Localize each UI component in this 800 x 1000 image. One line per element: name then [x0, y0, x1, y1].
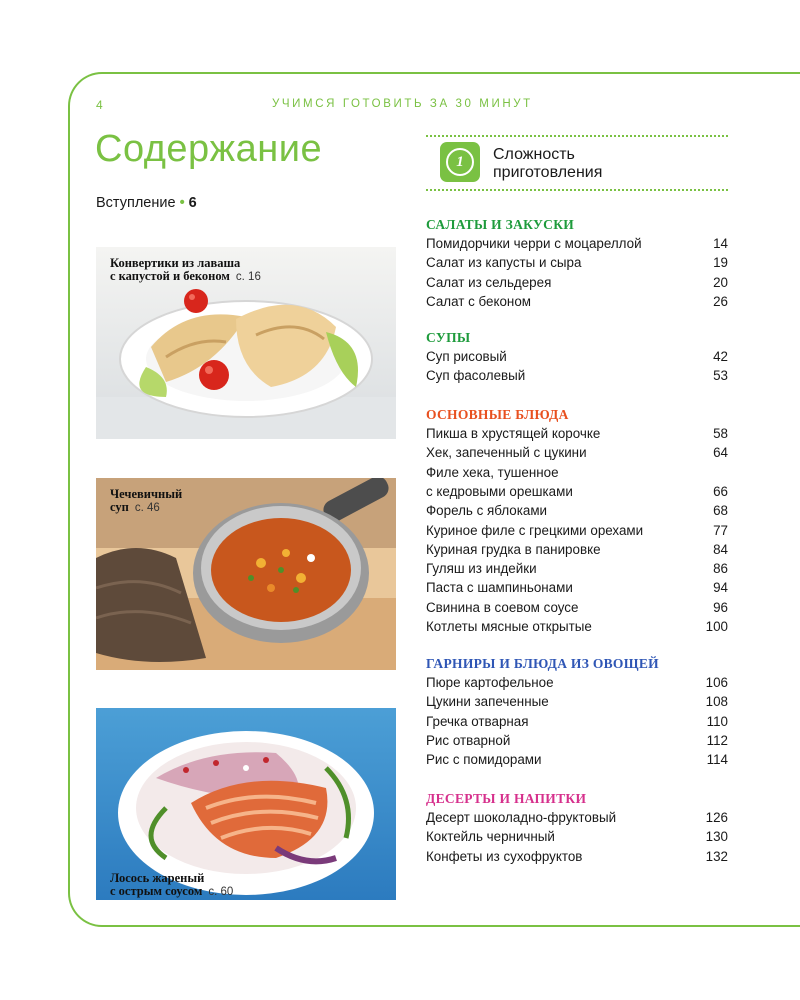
entry-title: Хек, запеченный с цукини	[426, 445, 587, 461]
toc-entry[interactable]	[426, 712, 728, 731]
entry-page: 86	[713, 561, 728, 577]
toc-entry[interactable]	[426, 443, 728, 462]
entry-title: Куриное филе с грецкими орехами	[426, 522, 644, 538]
toc-entry[interactable]	[426, 292, 728, 311]
toc-entry[interactable]	[426, 366, 728, 385]
intro-entry[interactable]	[96, 195, 197, 211]
entry-title: Форель с яблоками	[426, 503, 548, 519]
toc-entry[interactable]	[426, 847, 728, 866]
entry-page: 114	[706, 752, 728, 768]
entry-page: 53	[713, 368, 728, 384]
entry-page: 77	[713, 522, 728, 538]
entry-title: Пюре картофельное	[426, 675, 554, 690]
intro-page: 6	[188, 195, 197, 211]
page-number: 4	[96, 98, 103, 112]
entry-page: 42	[713, 349, 728, 364]
toc-entry[interactable]	[426, 578, 728, 597]
caption-page: с. 16	[235, 271, 261, 283]
entry-title: Суп фасолевый	[426, 368, 526, 384]
entry-title: Салат с беконом	[426, 293, 531, 309]
caption-page: с. 46	[134, 502, 160, 514]
photo-caption-lentil-soup: Чечевичный суп с. 46	[110, 487, 183, 514]
toc-entry[interactable]	[426, 482, 728, 501]
entry-page: 112	[706, 732, 728, 748]
section-heading: ДЕСЕРТЫ И НАПИТКИ	[426, 791, 587, 806]
entry-page: 68	[713, 503, 728, 519]
section-heading: СУПЫ	[426, 330, 471, 345]
toc-entry[interactable]	[426, 731, 728, 750]
entry-page: 106	[705, 675, 728, 690]
section-heading: ОСНОВНЫЕ БЛЮДА	[426, 407, 569, 422]
entry-title: Гуляш из индейки	[426, 561, 537, 577]
entry-page: 94	[713, 580, 728, 596]
section-heading: ГАРНИРЫ И БЛЮДА ИЗ ОВОЩЕЙ	[426, 656, 659, 671]
toc-entry[interactable]	[426, 253, 728, 272]
page-title: Содержание	[95, 128, 323, 170]
dotted-divider	[426, 189, 728, 191]
toc-entry[interactable]	[426, 463, 728, 482]
toc-entry[interactable]	[426, 673, 728, 692]
entry-title: Котлеты мясные открытые	[426, 619, 592, 634]
difficulty-label: Сложность приготовления	[493, 146, 603, 181]
toc-entry[interactable]	[426, 827, 728, 846]
dotted-divider	[426, 135, 728, 137]
entry-page: 58	[713, 426, 728, 441]
entry-page: 84	[713, 541, 728, 557]
entry-page: 130	[705, 829, 728, 845]
entry-title: Свинина в соевом соусе	[426, 599, 579, 615]
entry-title: Пикша в хрустящей корочке	[426, 426, 601, 441]
entry-title: Суп рисовый	[426, 349, 507, 364]
entry-title: Паста с шампиньонами	[426, 580, 573, 596]
entry-title: Помидорчики черри с моцареллой	[426, 236, 642, 251]
toc-entry[interactable]	[426, 559, 728, 578]
running-title: УЧИМСЯ ГОТОВИТЬ ЗА 30 МИНУТ	[272, 98, 533, 110]
toc-entry[interactable]	[426, 598, 728, 617]
entry-page: 26	[713, 293, 728, 309]
entry-title: Рис отварной	[426, 732, 511, 748]
toc-entry[interactable]	[426, 234, 728, 253]
entry-title: Гречка отварная	[426, 713, 529, 729]
entry-title: с кедровыми орешками	[426, 483, 573, 499]
entry-page: 64	[713, 445, 728, 461]
caption-page: с. 60	[208, 886, 234, 898]
entry-title: Конфеты из сухофруктов	[426, 848, 583, 864]
toc-entry[interactable]	[426, 617, 728, 636]
intro-label: Вступление	[96, 195, 176, 211]
difficulty-level: 1	[446, 148, 474, 176]
entry-page: 132	[705, 848, 728, 864]
toc-entry[interactable]	[426, 692, 728, 711]
toc-entry[interactable]	[426, 501, 728, 520]
section-heading: САЛАТЫ И ЗАКУСКИ	[426, 217, 575, 232]
photo-caption-lavash: Конвертики из лаваша с капустой и беконом с. 16	[110, 256, 261, 283]
entry-title: Цукини запеченные	[426, 694, 549, 710]
entry-page: 66	[713, 483, 728, 499]
toc-entry[interactable]	[426, 540, 728, 559]
entry-page: 110	[706, 713, 728, 729]
entry-page: 108	[705, 694, 728, 710]
entry-title: Куриная грудка в панировке	[426, 541, 601, 557]
toc-entry[interactable]	[426, 347, 728, 366]
bullet-dot: •	[179, 195, 185, 211]
entry-title: Десерт шоколадно-фруктовый	[426, 810, 617, 825]
entry-title: Филе хека, тушенное	[426, 464, 559, 480]
entry-page: 100	[705, 619, 728, 634]
toc-entry[interactable]	[426, 750, 728, 769]
entry-title: Салат из сельдерея	[426, 274, 552, 290]
toc-entry[interactable]	[426, 521, 728, 540]
toc-entry[interactable]	[426, 424, 728, 443]
entry-title: Коктейль черничный	[426, 829, 555, 845]
entry-page: 20	[713, 274, 728, 290]
photo-caption-salmon: Лосось жареный с острым соусом с. 60	[110, 871, 234, 898]
entry-page: 14	[713, 236, 728, 251]
entry-page: 96	[713, 599, 728, 615]
toc-entry[interactable]	[426, 273, 728, 292]
entry-title: Салат из капусты и сыра	[426, 255, 582, 271]
entry-page: 19	[713, 255, 728, 271]
difficulty-badge-icon	[440, 142, 480, 182]
entry-title: Рис с помидорами	[426, 752, 542, 768]
toc-entry[interactable]	[426, 808, 728, 827]
entry-page: 126	[705, 810, 728, 825]
